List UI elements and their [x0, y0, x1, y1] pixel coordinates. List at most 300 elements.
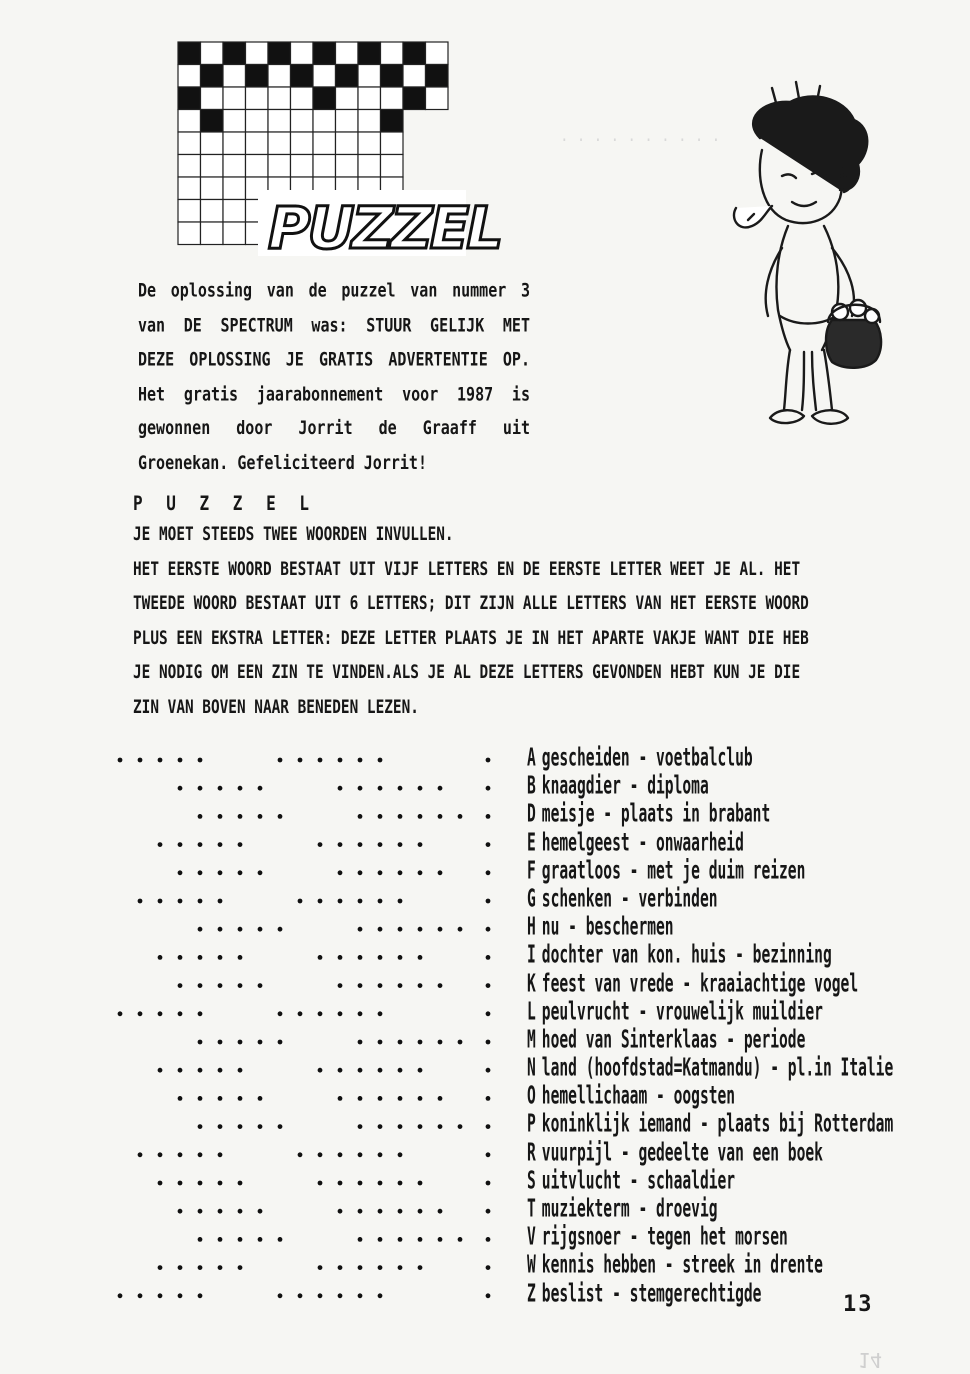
first-word-dot	[178, 786, 183, 791]
second-word-dot	[398, 1209, 403, 1214]
clue-text: muziekterm - droevig	[541, 1194, 718, 1224]
second-word-dot	[418, 955, 423, 960]
first-word-dot	[278, 1124, 283, 1129]
second-word-dot	[438, 1124, 443, 1129]
second-word-dot	[378, 1209, 383, 1214]
first-word-dot	[258, 1209, 263, 1214]
logo-grid-cell	[313, 155, 336, 178]
clue-list	[527, 745, 947, 1309]
second-word-dot	[338, 1293, 343, 1298]
logo-grid-cell	[223, 132, 246, 155]
second-word-dot	[438, 1237, 443, 1242]
clue-text: dochter van kon. huis - bezinning	[541, 941, 832, 970]
second-word-dot	[338, 1265, 343, 1270]
second-word-dot	[338, 1096, 343, 1101]
second-word-dot	[318, 1068, 323, 1073]
first-word-dot	[178, 1181, 183, 1186]
clue-letter: S	[527, 1166, 536, 1196]
first-word-dot	[198, 1209, 203, 1214]
logo-grid-cell	[178, 87, 201, 110]
first-word-dot	[218, 1237, 223, 1242]
clue-text: hemellichaam - oogsten	[541, 1081, 736, 1111]
second-word-dot	[378, 1152, 383, 1157]
intro-line: DEZE OPLOSSING JE GRATIS ADVERTENTIE OP.	[138, 347, 530, 371]
second-word-dot	[438, 1096, 443, 1101]
second-word-dot	[398, 1237, 403, 1242]
first-word-dot	[198, 1096, 203, 1101]
extra-letter-dot	[486, 1181, 491, 1186]
second-word-dot	[298, 758, 303, 763]
second-word-dot	[378, 842, 383, 847]
clue-letter: F	[527, 856, 536, 886]
second-word-dot	[358, 1265, 363, 1270]
first-word-dot	[178, 1011, 183, 1016]
first-word-dot	[178, 983, 183, 988]
second-word-dot	[358, 1209, 363, 1214]
first-word-dot	[238, 1068, 243, 1073]
first-word-dot	[258, 983, 263, 988]
second-word-dot	[398, 955, 403, 960]
clue-letter: M	[527, 1025, 536, 1055]
second-word-dot	[318, 1293, 323, 1298]
clue-letter: R	[527, 1138, 536, 1168]
first-word-dot	[198, 1068, 203, 1073]
first-word-dot	[218, 1265, 223, 1270]
second-word-dot	[358, 1152, 363, 1157]
first-word-dot	[198, 786, 203, 791]
second-word-dot	[358, 955, 363, 960]
intro-line: gewonnen door Jorrit de Graaff uit	[138, 416, 530, 440]
first-word-dot	[138, 758, 143, 763]
second-word-dot	[378, 955, 383, 960]
first-word-dot	[178, 1096, 183, 1101]
logo-grid-cell	[358, 42, 381, 65]
extra-letter-dot	[486, 870, 491, 875]
clue-text: peulvrucht - vrouwelijk muildier	[541, 997, 823, 1027]
logo-grid-cell	[201, 42, 224, 65]
logo-grid-cell	[358, 65, 381, 88]
clue-item	[527, 1281, 947, 1309]
second-word-dot	[458, 1237, 463, 1242]
logo-grid-cell	[268, 110, 291, 133]
first-word-dot	[238, 1237, 243, 1242]
first-word-dot	[198, 814, 203, 819]
logo-grid-cell	[246, 132, 269, 155]
bleed-through-page-number: 14	[858, 1348, 883, 1372]
second-word-dot	[358, 758, 363, 763]
second-word-dot	[318, 1265, 323, 1270]
clue-letter: T	[527, 1194, 536, 1224]
clue-text: kennis hebben - streek in drente	[541, 1251, 823, 1280]
clue-letter: L	[527, 997, 536, 1027]
clue-letter: P	[527, 1110, 536, 1139]
extra-letter-dot	[486, 1237, 491, 1242]
clue-letter: I	[527, 941, 536, 970]
logo-grid-cell	[403, 87, 426, 110]
logo-grid-cell	[336, 110, 359, 133]
first-word-dot	[178, 1068, 183, 1073]
second-word-dot	[298, 1011, 303, 1016]
logo-grid-cell	[178, 110, 201, 133]
first-word-dot	[138, 1293, 143, 1298]
first-word-dot	[258, 1040, 263, 1045]
first-word-dot	[258, 786, 263, 791]
second-word-dot	[278, 1293, 283, 1298]
first-word-dot	[238, 955, 243, 960]
page-number: 13	[843, 1292, 874, 1317]
logo-grid-cell	[201, 87, 224, 110]
second-word-dot	[378, 1096, 383, 1101]
second-word-dot	[318, 758, 323, 763]
extra-letter-dot	[486, 955, 491, 960]
clue-letter: H	[527, 912, 536, 942]
second-word-dot	[418, 1068, 423, 1073]
second-word-dot	[318, 1181, 323, 1186]
second-word-dot	[338, 786, 343, 791]
second-word-dot	[418, 927, 423, 932]
second-word-dot	[358, 927, 363, 932]
first-word-dot	[198, 983, 203, 988]
clue-text: land (hoofdstad=Katmandu) - pl.in Italie	[541, 1053, 894, 1083]
extra-letter-dot	[486, 1011, 491, 1016]
second-word-dot	[358, 786, 363, 791]
first-word-dot	[158, 1181, 163, 1186]
puzzle-dot-grid	[110, 746, 510, 1306]
extra-letter-dot	[486, 927, 491, 932]
intro-line: Het gratis jaarabonnement voor 1987 is	[138, 382, 530, 405]
second-word-dot	[358, 870, 363, 875]
first-word-dot	[258, 814, 263, 819]
first-word-dot	[218, 1181, 223, 1186]
instruction-line: JE MOET STEEDS TWEE WOORDEN INVULLEN.	[133, 524, 454, 546]
first-word-dot	[218, 955, 223, 960]
second-word-dot	[398, 983, 403, 988]
logo-grid-cell	[246, 42, 269, 65]
logo-grid-cell	[268, 42, 291, 65]
clue-text: feest van vrede - kraaiachtige vogel	[541, 969, 859, 998]
first-word-dot	[198, 1293, 203, 1298]
first-word-dot	[198, 1181, 203, 1186]
logo-grid-cell	[178, 132, 201, 155]
first-word-dot	[218, 927, 223, 932]
first-word-dot	[198, 899, 203, 904]
clue-text: gescheiden - voetbalclub	[541, 743, 753, 773]
logo-grid-cell	[358, 155, 381, 178]
clue-letter: E	[527, 828, 536, 858]
first-word-dot	[218, 870, 223, 875]
extra-letter-dot	[486, 842, 491, 847]
first-word-dot	[238, 983, 243, 988]
second-word-dot	[398, 899, 403, 904]
first-word-dot	[178, 1152, 183, 1157]
clue-text: beslist - stemgerechtigde	[541, 1279, 762, 1309]
second-word-dot	[298, 1152, 303, 1157]
first-word-dot	[138, 1152, 143, 1157]
logo-grid-cell	[201, 155, 224, 178]
first-word-dot	[198, 927, 203, 932]
first-word-dot	[198, 955, 203, 960]
second-word-dot	[418, 1124, 423, 1129]
second-word-dot	[398, 1265, 403, 1270]
first-word-dot	[218, 1096, 223, 1101]
clue-letter: G	[527, 884, 536, 914]
first-word-dot	[258, 870, 263, 875]
first-word-dot	[198, 1011, 203, 1016]
logo-grid-cell	[178, 42, 201, 65]
logo-grid-cell	[426, 87, 449, 110]
second-word-dot	[398, 927, 403, 932]
logo-grid-cell	[291, 42, 314, 65]
logo-grid-cell	[178, 177, 201, 200]
extra-letter-dot	[486, 1040, 491, 1045]
second-word-dot	[378, 1265, 383, 1270]
second-word-dot	[378, 870, 383, 875]
second-word-dot	[418, 1209, 423, 1214]
second-word-dot	[398, 1124, 403, 1129]
first-word-dot	[278, 814, 283, 819]
extra-letter-dot	[486, 1124, 491, 1129]
clue-text: hoed van Sinterklaas - periode	[541, 1025, 806, 1055]
extra-letter-dot	[486, 1265, 491, 1270]
clue-text: uitvlucht - schaaldier	[541, 1166, 736, 1196]
logo-grid-cell	[268, 155, 291, 178]
second-word-dot	[418, 814, 423, 819]
first-word-dot	[158, 1265, 163, 1270]
first-word-dot	[278, 1237, 283, 1242]
clue-letter: V	[527, 1222, 536, 1252]
intro-line: Groenekan. Gefeliciteerd Jorrit!	[138, 451, 427, 474]
second-word-dot	[358, 1040, 363, 1045]
second-word-dot	[438, 1040, 443, 1045]
logo-word: PUZZEL	[268, 194, 501, 262]
clue-letter: N	[527, 1053, 536, 1083]
logo-grid-cell	[178, 222, 201, 245]
first-word-dot	[238, 1209, 243, 1214]
second-word-dot	[378, 1124, 383, 1129]
first-word-dot	[218, 1152, 223, 1157]
first-word-dot	[218, 1068, 223, 1073]
second-word-dot	[378, 983, 383, 988]
second-word-dot	[318, 842, 323, 847]
second-word-dot	[358, 842, 363, 847]
first-word-dot	[238, 842, 243, 847]
clue-letter: D	[527, 800, 536, 829]
logo-grid-cell	[358, 132, 381, 155]
first-word-dot	[238, 814, 243, 819]
first-word-dot	[138, 899, 143, 904]
logo-grid-cell	[268, 65, 291, 88]
second-word-dot	[378, 1040, 383, 1045]
logo-grid-cell	[291, 65, 314, 88]
clue-text: graatloos - met je duim reizen	[541, 856, 806, 886]
second-word-dot	[378, 1068, 383, 1073]
second-word-dot	[358, 1096, 363, 1101]
logo-grid-cell	[336, 65, 359, 88]
first-word-dot	[238, 870, 243, 875]
instruction-line: PLUS EEN EKSTRA LETTER: DEZE LETTER PLAATS JE IN HET APARTE VAKJE WANT DIE HEB	[133, 627, 809, 649]
second-word-dot	[398, 842, 403, 847]
first-word-dot	[158, 1068, 163, 1073]
second-word-dot	[378, 927, 383, 932]
first-word-dot	[238, 927, 243, 932]
logo-grid-cell	[201, 110, 224, 133]
logo-grid-cell	[223, 42, 246, 65]
logo-grid-cell	[201, 65, 224, 88]
logo-grid-cell	[201, 177, 224, 200]
second-word-dot	[318, 1011, 323, 1016]
clue-text: rijgsnoer - tegen het morsen	[541, 1222, 788, 1252]
logo-grid-cell	[358, 110, 381, 133]
second-word-dot	[398, 870, 403, 875]
second-word-dot	[358, 1011, 363, 1016]
first-word-dot	[218, 1209, 223, 1214]
logo-grid-cell	[336, 42, 359, 65]
first-word-dot	[198, 1040, 203, 1045]
crossword-logo-graphic	[172, 40, 501, 262]
clue-letter: O	[527, 1081, 536, 1111]
first-word-dot	[178, 758, 183, 763]
second-word-dot	[398, 1181, 403, 1186]
second-word-dot	[438, 814, 443, 819]
second-word-dot	[378, 758, 383, 763]
logo-grid-cell	[381, 110, 404, 133]
second-word-dot	[458, 927, 463, 932]
second-word-dot	[418, 1237, 423, 1242]
first-word-dot	[178, 899, 183, 904]
logo-grid-cell	[291, 87, 314, 110]
first-word-dot	[158, 1152, 163, 1157]
logo-grid-cell	[201, 200, 224, 223]
first-word-dot	[278, 1040, 283, 1045]
first-word-dot	[218, 1124, 223, 1129]
first-word-dot	[238, 1040, 243, 1045]
first-word-dot	[158, 758, 163, 763]
second-word-dot	[318, 1152, 323, 1157]
second-word-dot	[398, 1068, 403, 1073]
clue-text: nu - beschermen	[541, 912, 674, 942]
second-word-dot	[338, 1181, 343, 1186]
logo-grid-cell	[201, 222, 224, 245]
logo-grid-cell	[403, 42, 426, 65]
second-word-dot	[338, 870, 343, 875]
second-word-dot	[418, 983, 423, 988]
second-word-dot	[358, 1293, 363, 1298]
second-word-dot	[338, 758, 343, 763]
puzzle-title: P U Z Z E L	[133, 492, 316, 515]
first-word-dot	[178, 1209, 183, 1214]
logo-grid-cell	[178, 155, 201, 178]
logo-grid-cell	[403, 65, 426, 88]
clue-letter: B	[527, 771, 536, 801]
first-word-dot	[158, 899, 163, 904]
logo-grid-cell	[178, 200, 201, 223]
extra-letter-dot	[486, 983, 491, 988]
logo-grid-cell	[223, 87, 246, 110]
clue-letter: W	[527, 1251, 536, 1280]
logo-grid-cell	[336, 132, 359, 155]
second-word-dot	[318, 955, 323, 960]
second-word-dot	[378, 1011, 383, 1016]
second-word-dot	[438, 1209, 443, 1214]
second-word-dot	[418, 870, 423, 875]
first-word-dot	[118, 1011, 123, 1016]
first-word-dot	[198, 842, 203, 847]
second-word-dot	[338, 983, 343, 988]
instruction-line: HET EERSTE WOORD BESTAAT UIT VIJF LETTERS EN DE EERSTE LETTER WEET JE AL. HET	[133, 558, 801, 580]
logo-grid-cell	[223, 222, 246, 245]
first-word-dot	[258, 1124, 263, 1129]
first-word-dot	[278, 927, 283, 932]
first-word-dot	[158, 842, 163, 847]
instruction-line: TWEEDE WOORD BESTAAT UIT 6 LETTERS; DIT ZIJN ALLE LETTERS VAN HET EERSTE WOORD	[133, 593, 809, 615]
logo-grid-cell	[291, 110, 314, 133]
clue-letter: A	[527, 743, 536, 773]
logo-grid-cell	[223, 177, 246, 200]
clue-text: knaagdier - diploma	[541, 771, 709, 801]
extra-letter-dot	[486, 758, 491, 763]
second-word-dot	[378, 1237, 383, 1242]
intro-line: De oplossing van de puzzel van nummer 3	[138, 279, 530, 302]
extra-letter-dot	[486, 786, 491, 791]
clue-letter: Z	[527, 1279, 536, 1309]
second-word-dot	[378, 899, 383, 904]
extra-letter-dot	[486, 1209, 491, 1214]
logo-grid-cell	[291, 155, 314, 178]
first-word-dot	[218, 1040, 223, 1045]
first-word-dot	[118, 1293, 123, 1298]
second-word-dot	[358, 983, 363, 988]
second-word-dot	[278, 758, 283, 763]
first-word-dot	[218, 786, 223, 791]
first-word-dot	[218, 899, 223, 904]
logo-grid-cell	[201, 132, 224, 155]
first-word-dot	[238, 1124, 243, 1129]
second-word-dot	[438, 786, 443, 791]
first-word-dot	[198, 870, 203, 875]
logo-grid-cell	[246, 87, 269, 110]
first-word-dot	[198, 1124, 203, 1129]
first-word-dot	[238, 1181, 243, 1186]
second-word-dot	[318, 899, 323, 904]
second-word-dot	[378, 1181, 383, 1186]
logo-grid-cell	[313, 65, 336, 88]
second-word-dot	[438, 927, 443, 932]
logo-grid-cell	[381, 155, 404, 178]
first-word-dot	[218, 983, 223, 988]
first-word-dot	[198, 1237, 203, 1242]
second-word-dot	[378, 1293, 383, 1298]
logo-grid-cell	[358, 87, 381, 110]
second-word-dot	[418, 1096, 423, 1101]
first-word-dot	[198, 1265, 203, 1270]
second-word-dot	[398, 786, 403, 791]
second-word-dot	[378, 786, 383, 791]
extra-letter-dot	[486, 899, 491, 904]
logo-grid-cell	[223, 110, 246, 133]
instruction-line: ZIN VAN BOVEN NAAR BENEDEN LEZEN.	[133, 696, 419, 718]
second-word-dot	[338, 842, 343, 847]
second-word-dot	[398, 1096, 403, 1101]
logo-grid-cell	[291, 132, 314, 155]
first-word-dot	[218, 842, 223, 847]
second-word-dot	[338, 899, 343, 904]
second-word-dot	[338, 1152, 343, 1157]
first-word-dot	[138, 1011, 143, 1016]
first-word-dot	[238, 1096, 243, 1101]
instruction-line: JE NODIG OM EEN ZIN TE VINDEN.ALS JE AL DEZE LETTERS GEVONDEN HEBT KUN JE DIE	[133, 662, 801, 684]
second-word-dot	[458, 1040, 463, 1045]
extra-letter-dot	[486, 1096, 491, 1101]
